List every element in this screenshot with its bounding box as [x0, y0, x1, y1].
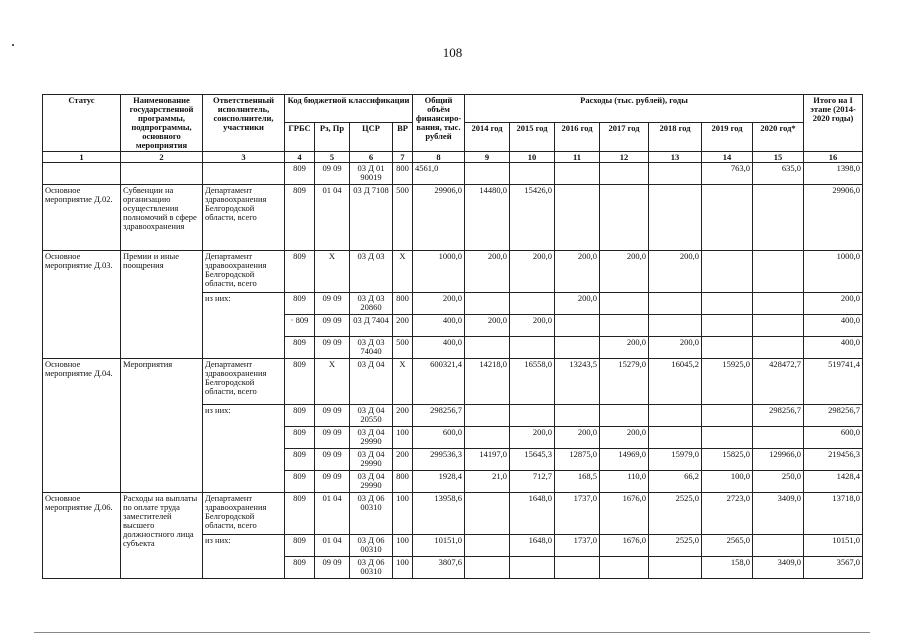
cell-name: Субвенции на организацию осуществления полномочий в сфере здравоохранения [121, 185, 203, 251]
cell-name [121, 163, 203, 185]
cell-2018 [649, 405, 702, 427]
cell-grbs: 809 [285, 185, 315, 251]
bottom-rule [34, 632, 870, 633]
table-row [43, 185, 863, 251]
cell-executor: Департамент здравоохранения Белгородской области, всего [203, 359, 285, 405]
cell-2017: 200,0 [600, 427, 649, 449]
cell-2016: 13243,5 [555, 359, 600, 405]
cell-total: 299536,3 [413, 449, 465, 471]
cell-executor [203, 163, 285, 185]
cell-name: Мероприятия [121, 359, 203, 493]
page-number: 108 [442, 45, 463, 60]
cell-executor: Департамент здравоохранения Белгородской области, всего [203, 493, 285, 535]
cell-rzpr: 09 09 [315, 471, 350, 493]
header-name: Наименование государственной программы, подпрограммы, основного мероприятия [121, 95, 203, 152]
column-number: 8 [413, 151, 465, 163]
cell-csr: 03 Д 04 20550 [350, 405, 393, 427]
cell-vr: 100 [393, 427, 413, 449]
cell-stage-total: 13718,0 [804, 493, 863, 535]
cell-2017: 200,0 [600, 337, 649, 359]
cell-rzpr: 01 04 [315, 535, 350, 557]
cell-2018 [649, 293, 702, 315]
cell-2014: 14218,0 [465, 359, 510, 405]
cell-2014: 14480,0 [465, 185, 510, 251]
header-year: 2014 год [465, 123, 510, 151]
cell-2020 [753, 337, 804, 359]
cell-2018: 2525,0 [649, 535, 702, 557]
cell-2019 [702, 427, 753, 449]
column-number: 12 [600, 151, 649, 163]
cell-total: 4561,0 [413, 163, 465, 185]
cell-2014: 200,0 [465, 315, 510, 337]
cell-2020: 298256,7 [753, 405, 804, 427]
cell-total: 400,0 [413, 337, 465, 359]
cell-2018: 2525,0 [649, 493, 702, 535]
cell-2017: 1676,0 [600, 493, 649, 535]
cell-2020 [753, 315, 804, 337]
column-number: 3 [203, 151, 285, 163]
cell-2018: 15979,0 [649, 449, 702, 471]
column-number: 6 [350, 151, 393, 163]
cell-csr: 03 Д 04 [350, 359, 393, 405]
cell-2019 [702, 315, 753, 337]
cell-rzpr: 09 09 [315, 163, 350, 185]
cell-2017 [600, 293, 649, 315]
table-row [43, 163, 863, 185]
cell-2017: 1676,0 [600, 535, 649, 557]
cell-grbs: 809 [285, 471, 315, 493]
cell-rzpr: 09 09 [315, 405, 350, 427]
cell-2015 [510, 557, 555, 579]
cell-csr: 03 Д 03 20860 [350, 293, 393, 315]
cell-2020: 635,0 [753, 163, 804, 185]
cell-total: 10151,0 [413, 535, 465, 557]
cell-2017 [600, 185, 649, 251]
cell-rzpr: 01 04 [315, 185, 350, 251]
cell-2014: 21,0 [465, 471, 510, 493]
table-row [43, 493, 863, 535]
cell-stage-total: 219456,3 [804, 449, 863, 471]
cell-2014 [465, 557, 510, 579]
header-csr: ЦСР [350, 123, 393, 151]
cell-executor: Департамент здравоохранения Белгородской области, всего [203, 185, 285, 251]
cell-rzpr: 09 09 [315, 337, 350, 359]
cell-stage-total: 519741,4 [804, 359, 863, 405]
cell-stage-total: 29906,0 [804, 185, 863, 251]
cell-status: Основное мероприятие Д.03. [43, 251, 121, 359]
cell-2020: 250,0 [753, 471, 804, 493]
cell-2018: 200,0 [649, 337, 702, 359]
cell-rzpr: 09 09 [315, 427, 350, 449]
column-number: 7 [393, 151, 413, 163]
cell-2016 [555, 163, 600, 185]
cell-2015: 15426,0 [510, 185, 555, 251]
cell-2016 [555, 557, 600, 579]
cell-2019 [702, 337, 753, 359]
header-year: 2016 год [555, 123, 600, 151]
cell-2015 [510, 163, 555, 185]
cell-total: 1000,0 [413, 251, 465, 293]
cell-2019: 100,0 [702, 471, 753, 493]
cell-stage-total: 1428,4 [804, 471, 863, 493]
header-budget-code: Код бюджетной классификации [285, 95, 413, 123]
cell-2015: 200,0 [510, 315, 555, 337]
cell-rzpr: 09 09 [315, 293, 350, 315]
cell-csr: 03 Д 03 [350, 251, 393, 293]
cell-status: Основное мероприятие Д.06. [43, 493, 121, 579]
cell-total: 3807,6 [413, 557, 465, 579]
cell-total: 600321,4 [413, 359, 465, 405]
cell-total: 600,0 [413, 427, 465, 449]
cell-executor: Департамент здравоохранения Белгородской области, всего [203, 251, 285, 293]
cell-vr: 800 [393, 293, 413, 315]
cell-name: Расходы на выплаты по оплате труда заместителей высшего должностного лица субъекта [121, 493, 203, 579]
cell-2015: 1648,0 [510, 535, 555, 557]
column-number: 1 [43, 151, 121, 163]
cell-status [43, 163, 121, 185]
cell-vr: 500 [393, 337, 413, 359]
cell-vr: 200 [393, 315, 413, 337]
cell-2015: 200,0 [510, 427, 555, 449]
cell-grbs: 809 [285, 493, 315, 535]
cell-2020 [753, 251, 804, 293]
column-number: 11 [555, 151, 600, 163]
cell-2016: 200,0 [555, 251, 600, 293]
cell-stage-total: 3567,0 [804, 557, 863, 579]
cell-2018 [649, 163, 702, 185]
cell-csr: 03 Д 03 74040 [350, 337, 393, 359]
header-row-1 [43, 95, 863, 123]
header-year: 2015 год [510, 123, 555, 151]
header-grbs: ГРБС [285, 123, 315, 151]
cell-rzpr: 09 09 [315, 315, 350, 337]
cell-2015: 200,0 [510, 251, 555, 293]
cell-2017: 14969,0 [600, 449, 649, 471]
cell-2016 [555, 185, 600, 251]
column-number-row [43, 151, 863, 163]
cell-2014 [465, 293, 510, 315]
cell-grbs: 809 [285, 535, 315, 557]
cell-csr: 03 Д 06 00310 [350, 557, 393, 579]
cell-2016: 12875,0 [555, 449, 600, 471]
cell-2018 [649, 557, 702, 579]
cell-grbs: 809 [285, 251, 315, 293]
cell-csr: 03 Д 7404 [350, 315, 393, 337]
cell-vr: 100 [393, 535, 413, 557]
header-expenses: Расходы (тыс. рублей), годы [465, 95, 804, 123]
cell-csr: 03 Д 01 90019 [350, 163, 393, 185]
cell-executor: из них: [203, 293, 285, 359]
cell-2020 [753, 535, 804, 557]
cell-2019 [702, 293, 753, 315]
cell-csr: 03 Д 06 00310 [350, 493, 393, 535]
cell-stage-total: 400,0 [804, 337, 863, 359]
cell-grbs: 809 [285, 557, 315, 579]
cell-executor: из них: [203, 535, 285, 579]
header-total-volume: Общий объём финансиро-вания, тыс. рублей [413, 95, 465, 152]
cell-2015: 712,7 [510, 471, 555, 493]
cell-2020: 3409,0 [753, 493, 804, 535]
header-stage-total: Итого на I этапе (2014-2020 годы) [804, 95, 863, 152]
cell-vr: 200 [393, 405, 413, 427]
cell-total: 298256,7 [413, 405, 465, 427]
cell-2020 [753, 185, 804, 251]
cell-2016: 1737,0 [555, 493, 600, 535]
cell-2016: 200,0 [555, 427, 600, 449]
cell-2019: 158,0 [702, 557, 753, 579]
column-number: 9 [465, 151, 510, 163]
cell-2019 [702, 251, 753, 293]
cell-stage-total: 1398,0 [804, 163, 863, 185]
cell-2014 [465, 427, 510, 449]
header-year: 2020 год* [753, 123, 804, 151]
cell-executor: из них: [203, 405, 285, 493]
cell-grbs: 809 [285, 449, 315, 471]
cell-grbs: 809 [285, 405, 315, 427]
budget-table [42, 94, 863, 579]
cell-2014 [465, 535, 510, 557]
cell-2019: 15825,0 [702, 449, 753, 471]
cell-2016 [555, 405, 600, 427]
cell-2019 [702, 185, 753, 251]
cell-stage-total: 10151,0 [804, 535, 863, 557]
cell-stage-total: 298256,7 [804, 405, 863, 427]
header-status: Статус [43, 95, 121, 152]
cell-2014: 200,0 [465, 251, 510, 293]
cell-rzpr: Х [315, 359, 350, 405]
column-number: 14 [702, 151, 753, 163]
header-rzpr: Рз, Пр [315, 123, 350, 151]
cell-2016 [555, 315, 600, 337]
cell-2015 [510, 337, 555, 359]
cell-csr: 03 Д 04 29990 [350, 471, 393, 493]
cell-csr: 03 Д 7108 [350, 185, 393, 251]
cell-2020 [753, 293, 804, 315]
cell-total: 200,0 [413, 293, 465, 315]
cell-grbs: 809 [285, 359, 315, 405]
column-number: 15 [753, 151, 804, 163]
cell-vr: Х [393, 251, 413, 293]
cell-name: Премии и иные поощрения [121, 251, 203, 359]
cell-2014 [465, 405, 510, 427]
cell-stage-total: 1000,0 [804, 251, 863, 293]
header-year: 2017 год [600, 123, 649, 151]
cell-2017 [600, 557, 649, 579]
table-row [43, 359, 863, 405]
cell-rzpr: 09 09 [315, 449, 350, 471]
cell-total: 29906,0 [413, 185, 465, 251]
cell-2018 [649, 185, 702, 251]
cell-2018: 200,0 [649, 251, 702, 293]
header-executor: Ответственный исполнитель, соисполнители, участники [203, 95, 285, 152]
cell-rzpr: 01 04 [315, 493, 350, 535]
cell-stage-total: 600,0 [804, 427, 863, 449]
cell-csr: 03 Д 06 00310 [350, 535, 393, 557]
cell-2017: 110,0 [600, 471, 649, 493]
cell-csr: 03 Д 04 29990 [350, 449, 393, 471]
cell-2017: 200,0 [600, 251, 649, 293]
cell-2017: 15279,0 [600, 359, 649, 405]
cell-grbs: 809 [285, 337, 315, 359]
cell-vr: 800 [393, 471, 413, 493]
cell-2015 [510, 405, 555, 427]
cell-2019 [702, 405, 753, 427]
cell-vr: 100 [393, 557, 413, 579]
cell-2017 [600, 315, 649, 337]
cell-2016 [555, 337, 600, 359]
cell-2019: 2565,0 [702, 535, 753, 557]
cell-csr: 03 Д 04 29990 [350, 427, 393, 449]
cell-total: 1928,4 [413, 471, 465, 493]
header-vr: ВР [393, 123, 413, 151]
table-row [43, 251, 863, 293]
cell-2017 [600, 405, 649, 427]
cell-2014 [465, 337, 510, 359]
cell-status: Основное мероприятие Д.02. [43, 185, 121, 251]
cell-stage-total: 400,0 [804, 315, 863, 337]
cell-2018: 16045,2 [649, 359, 702, 405]
cell-2019: 15925,0 [702, 359, 753, 405]
column-number: 2 [121, 151, 203, 163]
cell-2019: 2723,0 [702, 493, 753, 535]
cell-2016: 1737,0 [555, 535, 600, 557]
cell-2014 [465, 163, 510, 185]
cell-2020 [753, 427, 804, 449]
cell-2015: 16558,0 [510, 359, 555, 405]
cell-2014: 14197,0 [465, 449, 510, 471]
cell-2015: 1648,0 [510, 493, 555, 535]
cell-vr: 800 [393, 163, 413, 185]
cell-2020: 129966,0 [753, 449, 804, 471]
header-year: 2019 год [702, 123, 753, 151]
cell-2019: 763,0 [702, 163, 753, 185]
cell-2015: 15645,3 [510, 449, 555, 471]
cell-status: Основное мероприятие Д.04. [43, 359, 121, 493]
cell-total: 13958,6 [413, 493, 465, 535]
column-number: 4 [285, 151, 315, 163]
cell-grbs: 809 [285, 163, 315, 185]
cell-stage-total: 200,0 [804, 293, 863, 315]
cell-2017 [600, 163, 649, 185]
cell-vr: 100 [393, 493, 413, 535]
cell-total: 400,0 [413, 315, 465, 337]
cell-2020: 428472,7 [753, 359, 804, 405]
cell-2018: 66,2 [649, 471, 702, 493]
cell-grbs: 809 [285, 427, 315, 449]
column-number: 16 [804, 151, 863, 163]
cell-vr: 200 [393, 449, 413, 471]
cell-vr: Х [393, 359, 413, 405]
cell-rzpr: Х [315, 251, 350, 293]
cell-2018 [649, 315, 702, 337]
cell-grbs: · 809 [285, 315, 315, 337]
header-year: 2018 год [649, 123, 702, 151]
cell-grbs: 809 [285, 293, 315, 315]
cell-2014 [465, 493, 510, 535]
cell-vr: 500 [393, 185, 413, 251]
column-number: 5 [315, 151, 350, 163]
column-number: 10 [510, 151, 555, 163]
column-number: 13 [649, 151, 702, 163]
cell-2016: 200,0 [555, 293, 600, 315]
cell-2018 [649, 427, 702, 449]
cell-2016: 168,5 [555, 471, 600, 493]
cell-rzpr: 09 09 [315, 557, 350, 579]
cell-2020: 3409,0 [753, 557, 804, 579]
cell-2015 [510, 293, 555, 315]
